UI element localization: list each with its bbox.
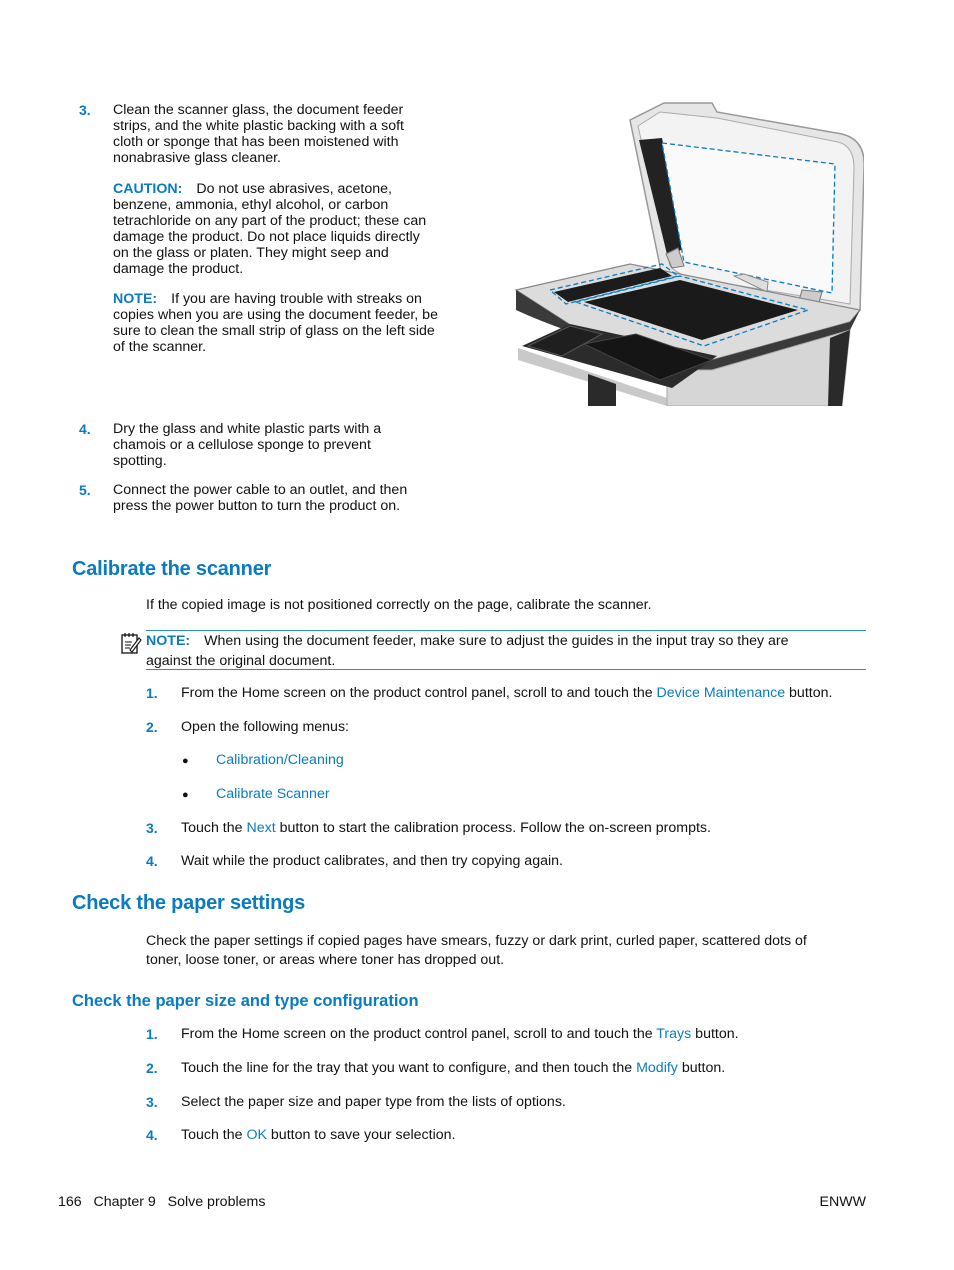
step-number: 2.	[146, 1060, 158, 1076]
bullet-icon: ●	[182, 755, 189, 767]
step-number: 1.	[146, 1026, 158, 1042]
note-text: If you are having trouble with streaks on copies when you are using the document feeder, be sure to clean the small strip of glass on the left side of the scanner.	[113, 291, 438, 355]
menu-calibrate-scanner-link[interactable]: Calibrate Scanner	[216, 786, 330, 802]
note-block	[146, 631, 836, 671]
step-text: Wait while the product calibrates, and then try copying again.	[181, 853, 563, 869]
step-text: Clean the scanner glass, the document feeder strips, and the white plastic backing with a soft cloth or sponge that has been moistened with nonabrasive glass cleaner.	[113, 102, 404, 166]
step-text: Open the following menus:	[181, 719, 349, 735]
step-text: From the Home screen on the product control panel, scroll to and touch the Trays button.	[181, 1026, 739, 1042]
ok-link[interactable]: OK	[246, 1127, 267, 1143]
page-footer-left: 166 Chapter 9 Solve problems	[58, 1194, 266, 1210]
note-label: NOTE:	[146, 633, 191, 649]
step-number: 5.	[79, 482, 91, 498]
caution-label: CAUTION:	[113, 181, 183, 197]
bullet-icon: ●	[182, 789, 189, 801]
device-maintenance-link[interactable]: Device Maintenance	[656, 685, 786, 701]
step-text: Select the paper size and paper type from the lists of options.	[181, 1094, 566, 1110]
step-number: 4.	[146, 853, 158, 869]
section-heading: Calibrate the scanner	[72, 558, 272, 580]
step-number: 3.	[79, 102, 91, 118]
step-text: Dry the glass and white plastic parts with a chamois or a cellulose sponge to prevent spotting.	[113, 421, 382, 469]
section-heading: Check the paper settings	[72, 892, 306, 914]
step-text: Connect the power cable to an outlet, and then press the power button to turn the product on.	[113, 482, 408, 514]
note-label: NOTE:	[113, 291, 158, 307]
step-number: 1.	[146, 685, 158, 701]
step-text: Touch the OK button to save your selection.	[181, 1127, 456, 1143]
menu-calibration-cleaning-link[interactable]: Calibration/Cleaning	[216, 752, 344, 768]
trays-link[interactable]: Trays	[656, 1026, 692, 1042]
modify-link[interactable]: Modify	[636, 1060, 678, 1076]
step-text: Touch the line for the tray that you want to configure, and then touch the Modify button.	[181, 1060, 726, 1076]
step-text: From the Home screen on the product control panel, scroll to and touch the Device Maintenance button.	[181, 685, 833, 701]
step-number: 3.	[146, 820, 158, 836]
step-text: Touch the Next button to start the calibration process. Follow the on-screen prompts.	[181, 820, 711, 836]
step-number: 3.	[146, 1094, 158, 1110]
note-bottom-rule	[146, 669, 866, 670]
step-number: 4.	[79, 421, 91, 437]
step-number: 4.	[146, 1127, 158, 1143]
subsection-heading: Check the paper size and type configuration	[72, 992, 419, 1010]
scanner-illustration	[512, 98, 864, 406]
caution-text: Do not use abrasives, acetone, benzene, ammonia, ethyl alcohol, or carbon tetrachloride on any part of the product; these can damage the product. Do not place liquids directly on the glass or platen. They might seep and damage the product.	[113, 181, 427, 277]
step-number: 2.	[146, 719, 158, 735]
note-block	[113, 291, 441, 355]
section-intro: Check the paper settings if copied pages have smears, fuzzy or dark print, curled paper, scattered dots of toner, loose toner, or areas where toner has dropped out.	[146, 933, 807, 968]
page-footer-right: ENWW	[819, 1194, 866, 1210]
next-link[interactable]: Next	[246, 820, 276, 836]
note-text: When using the document feeder, make sure to adjust the guides in the input tray so they are against the original document.	[146, 633, 789, 669]
note-pad-icon	[120, 631, 142, 655]
caution-block	[113, 181, 435, 277]
section-intro: If the copied image is not positioned correctly on the page, calibrate the scanner.	[146, 597, 652, 613]
